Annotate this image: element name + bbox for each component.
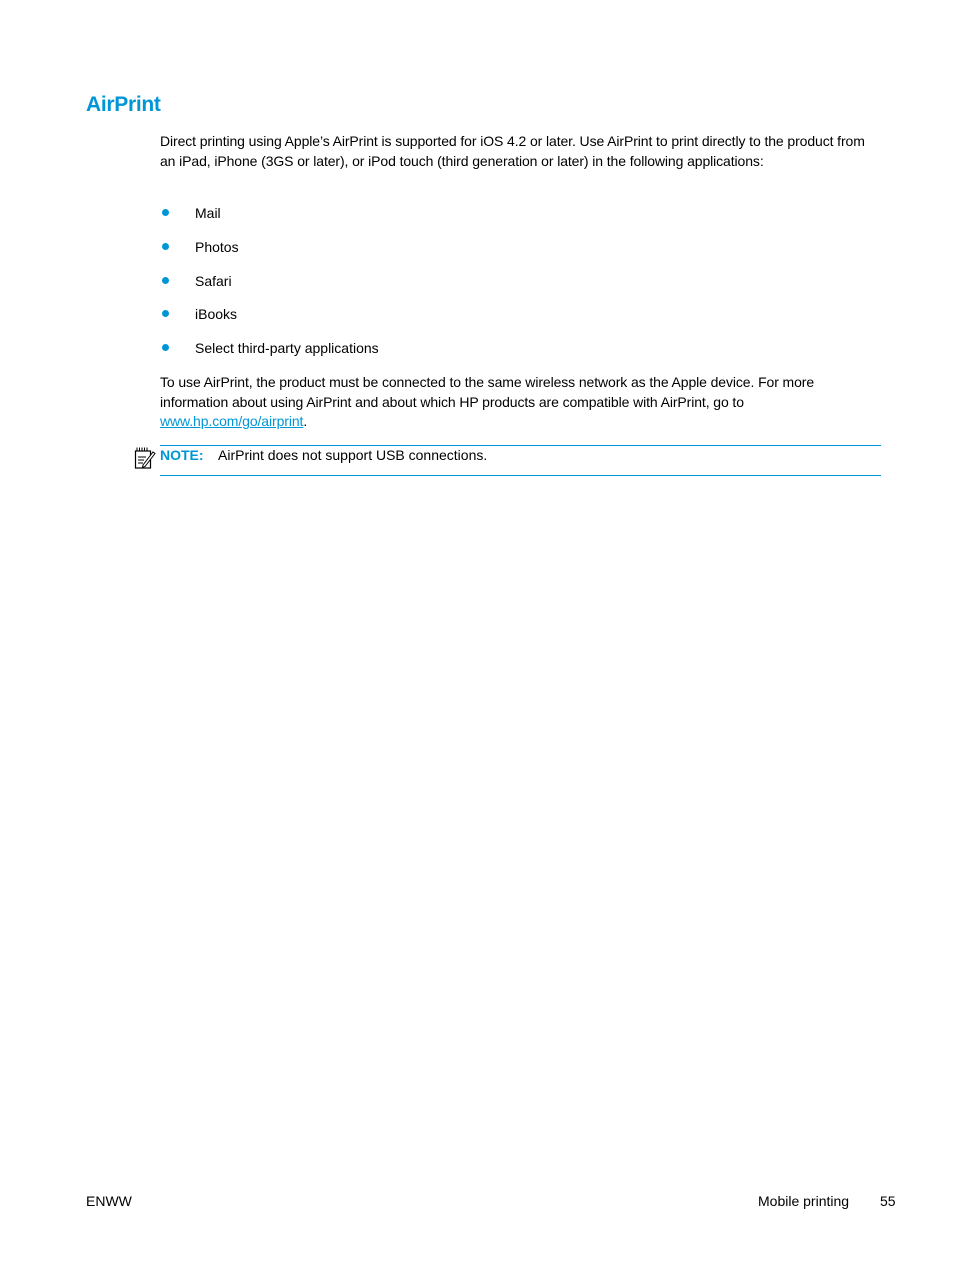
list-item-text: Photos	[195, 238, 239, 255]
bullet-icon	[162, 209, 169, 216]
usage-end: .	[303, 413, 308, 429]
footer-page-number: 55	[880, 1193, 896, 1209]
list-item-text: Safari	[195, 272, 232, 289]
list-item-text: iBooks	[195, 306, 238, 323]
airprint-link[interactable]: www.hp.com/go/airprint	[160, 413, 304, 429]
bullet-icon	[162, 243, 169, 250]
list-item-text: Mail	[195, 205, 221, 221]
bullet-icon	[162, 310, 169, 317]
note-pad-icon	[134, 446, 156, 470]
usage-text: To use AirPrint, the product must be connected to the same wireless network as the Apple device. For more information about using AirPrint and about which HP products are compatible with AirPrint, go to	[160, 374, 815, 410]
note-text: AirPrint does not support USB connections.	[218, 447, 488, 463]
bullet-icon	[162, 344, 169, 351]
bullet-icon	[162, 277, 169, 284]
list-item-text: Select third-party applications	[195, 340, 379, 357]
section-heading: AirPrint	[86, 93, 161, 116]
note-label: NOTE:	[160, 447, 204, 463]
intro-paragraph: Direct printing using Apple’s AirPrint is supported for iOS 4.2 or later. Use AirPrint to print directly to the product from an iPad, iPhone (3GS or later), or iPod touch (third generation or later) in the following applications:	[160, 133, 865, 169]
footer-section-title: Mobile printing	[758, 1193, 850, 1209]
usage-paragraph	[160, 373, 880, 432]
footer-locale: ENWW	[86, 1193, 132, 1209]
